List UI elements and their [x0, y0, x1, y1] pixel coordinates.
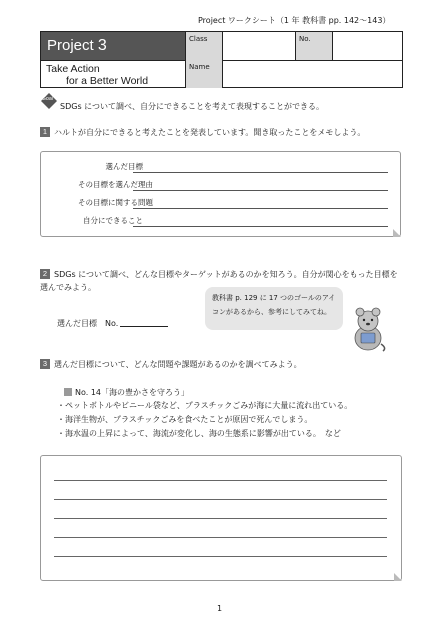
example-bullet-2: ・海洋生物が、プラスチックごみを食べたことが原因で死んでしまう。 — [57, 415, 313, 424]
name-label: Name — [185, 60, 222, 88]
research-answer-box — [40, 455, 402, 581]
question-1-number: 1 — [40, 127, 50, 137]
tip-bubble-tail — [330, 315, 342, 327]
example-tag-icon — [64, 388, 72, 396]
no-field[interactable] — [332, 32, 403, 60]
project-title — [41, 32, 185, 60]
question-3 — [40, 359, 302, 370]
answer-line-what-i-can-do[interactable] — [133, 226, 388, 227]
title-block — [40, 31, 403, 88]
project-label: Project — [47, 37, 94, 54]
tip-line-1: 教科書 p. 129 に 17 つのゴールのアイ — [212, 294, 336, 302]
tip-bubble — [205, 287, 343, 330]
page-number: 1 — [217, 604, 223, 613]
worksheet-reference: Project ワークシート（1 年 教科書 pp. 142～143） — [198, 16, 391, 25]
row-label-what-i-can-do: 自分にできること — [83, 216, 143, 225]
question-3-number: 3 — [40, 359, 50, 369]
tip-line-2: コンがあるから、参考にしてみてね。 — [212, 308, 331, 316]
question-1-text: ハルトが自分にできると考えたことを発表しています。聞き取ったことをメモしよう。 — [54, 128, 366, 137]
row-label-reason: その目標を選んだ理由 — [78, 180, 153, 189]
question-3-text: 選んだ目標について、どんな問題や課題があるのかを調べてみよう。 — [54, 360, 302, 369]
memo-box — [40, 151, 401, 237]
no-label: No. — [295, 32, 332, 60]
goal-badge-label: Goal — [42, 96, 54, 102]
subtitle-line-1: Take Action — [46, 63, 100, 75]
example-bullet-1: ・ペットボトルやビニール袋など、プラスチックごみが海に大量に流れ出ている。 — [57, 401, 353, 410]
answer-line-reason[interactable] — [133, 190, 388, 191]
chosen-goal-label: 選んだ目標 No. — [57, 319, 119, 328]
project-number: 3 — [97, 37, 107, 54]
example-title-text: No. 14「海の豊かさを守ろう」 — [75, 388, 190, 397]
subtitle-line-2: for a Better World — [66, 75, 149, 87]
example-bullet-3: ・海水温の上昇によって、海流が変化し、海の生態系に影響が出ている。 など — [57, 429, 341, 438]
quokka-mascot-icon — [347, 306, 389, 352]
answer-line-chosen-goal[interactable] — [133, 172, 388, 173]
research-answer-line[interactable] — [54, 499, 387, 500]
research-answer-line[interactable] — [54, 518, 387, 519]
research-answer-line[interactable] — [54, 480, 387, 481]
answer-line-problem[interactable] — [133, 208, 388, 209]
row-label-chosen-goal: 選んだ目標 — [105, 162, 143, 171]
question-2-text: SDGs について調べ、どんな目標やターゲットがあるのかを知ろう。自分が関心をもった目標を選んでみよう。 — [40, 270, 398, 292]
question-2-number: 2 — [40, 269, 50, 279]
research-answer-line[interactable] — [54, 537, 387, 538]
project-subtitle — [41, 60, 185, 88]
research-answer-line[interactable] — [54, 556, 387, 557]
class-label: Class — [185, 32, 222, 60]
example-title — [64, 387, 189, 398]
name-field[interactable] — [222, 60, 403, 88]
class-field[interactable] — [222, 32, 295, 60]
row-label-problem: その目標に関する問題 — [78, 198, 153, 207]
goal-text: SDGs について調べ、自分にできることを考えて表現することができる。 — [60, 102, 324, 111]
question-1 — [40, 127, 365, 138]
chosen-goal-number-field[interactable] — [120, 326, 168, 327]
